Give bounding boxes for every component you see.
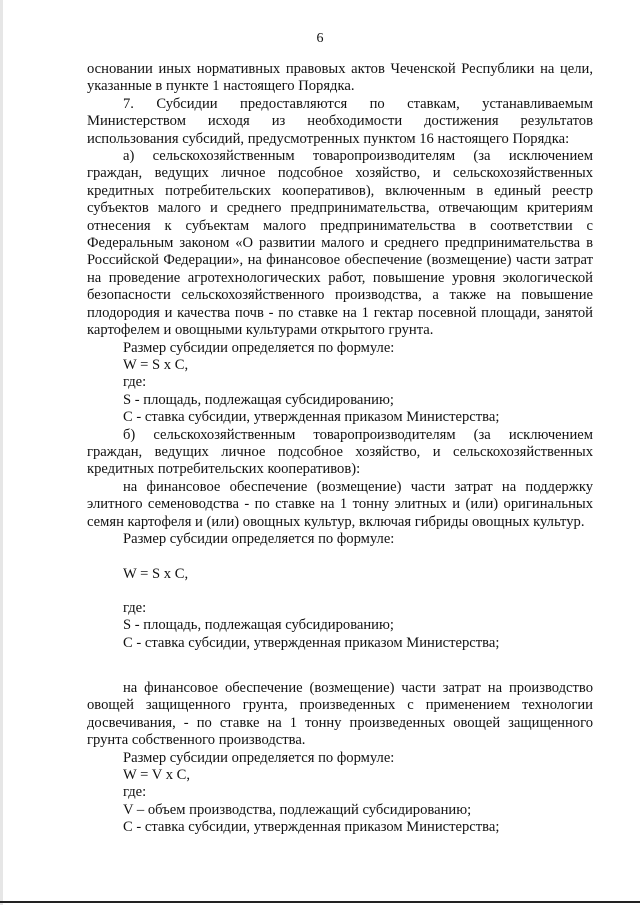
formula-variable: S - площадь, подлежащая субсидированию; bbox=[123, 617, 394, 634]
formula-variable: С - ставка субсидии, утвержденная приказом Министерства; bbox=[123, 409, 500, 426]
formula-intro: Размер субсидии определяется по формуле: bbox=[123, 749, 395, 766]
paragraph-item-7: 7. Субсидии предоставляются по ставкам, устанавливаемым Министерством исходя из необходимости достижения результатов использования субсидий, предусмотренных пунктом 16 настоящего Порядка: bbox=[87, 95, 593, 147]
formula: W = S х С, bbox=[123, 356, 189, 373]
paragraph-greenhouse: на финансовое обеспечение (возмещение) части затрат на производство овощей защищенного грунта, произведенных с применением технологии досвечивания, - по ставке на 1 тонну произведенных овощей защищенного грунта собственного производства. bbox=[87, 680, 593, 749]
formula-variable: С - ставка субсидии, утвержденная приказом Министерства; bbox=[123, 634, 500, 651]
paragraph-continuation: основании иных нормативных правовых актов Чеченской Республики на цели, указанные в пункте 1 настоящего Порядка. bbox=[87, 61, 593, 95]
paragraph-subitem-a: а) сельскохозяйственным товаропроизводителям (за исключением граждан, ведущих личное подсобное хозяйство, и сельскохозяйственных кредитных потребительских кооперативов), включенным в единый реестр субъектов малого и среднего предпринимательства, отвечающим критериям отнесения к субъектам малого предпринимательства в соответствии с Федеральным законом «О развитии малого и среднего предпринимательства в Российской Федерации», на финансовое обеспечение (возмещение) части затрат на проведение агротехнологических работ, повышение уровня экологической безопасности сельскохозяйственного производства, а также на повышение плодородия и качества почв - по ставке на 1 гектар посевной площади, занятой картофелем и овощными культурами открытого грунта. bbox=[87, 148, 593, 339]
formula-where: где: bbox=[123, 374, 147, 391]
formula: W = V х С, bbox=[123, 767, 191, 784]
scan-edge bbox=[0, 0, 3, 905]
formula: W = S х С, bbox=[123, 566, 189, 583]
paragraph-subitem-b: б) сельскохозяйственным товаропроизводителям (за исключением граждан, ведущих личное подсобное хозяйство, и сельскохозяйственных кредитных потребительских кооперативов): bbox=[87, 426, 593, 478]
formula-variable: S - площадь, подлежащая субсидированию; bbox=[123, 391, 394, 408]
formula-where: где: bbox=[123, 599, 147, 616]
formula-where: где: bbox=[123, 784, 147, 801]
document-body bbox=[87, 61, 593, 837]
bottom-scan-border bbox=[0, 901, 640, 903]
paragraph-seed-support: на финансовое обеспечение (возмещение) части затрат на поддержку элитного семеноводства - по ставке на 1 тонну элитных и (или) оригинальных семян картофеля и (или) овощных культур, включая гибриды овощных культур. bbox=[87, 478, 593, 530]
formula-intro: Размер субсидии определяется по формуле: bbox=[123, 339, 395, 356]
formula-variable: V – объем производства, подлежащий субсидированию; bbox=[123, 801, 472, 818]
page-number: 6 bbox=[316, 31, 324, 46]
formula-intro: Размер субсидии определяется по формуле: bbox=[123, 530, 395, 547]
formula-variable: С - ставка субсидии, утвержденная приказом Министерства; bbox=[123, 819, 500, 836]
